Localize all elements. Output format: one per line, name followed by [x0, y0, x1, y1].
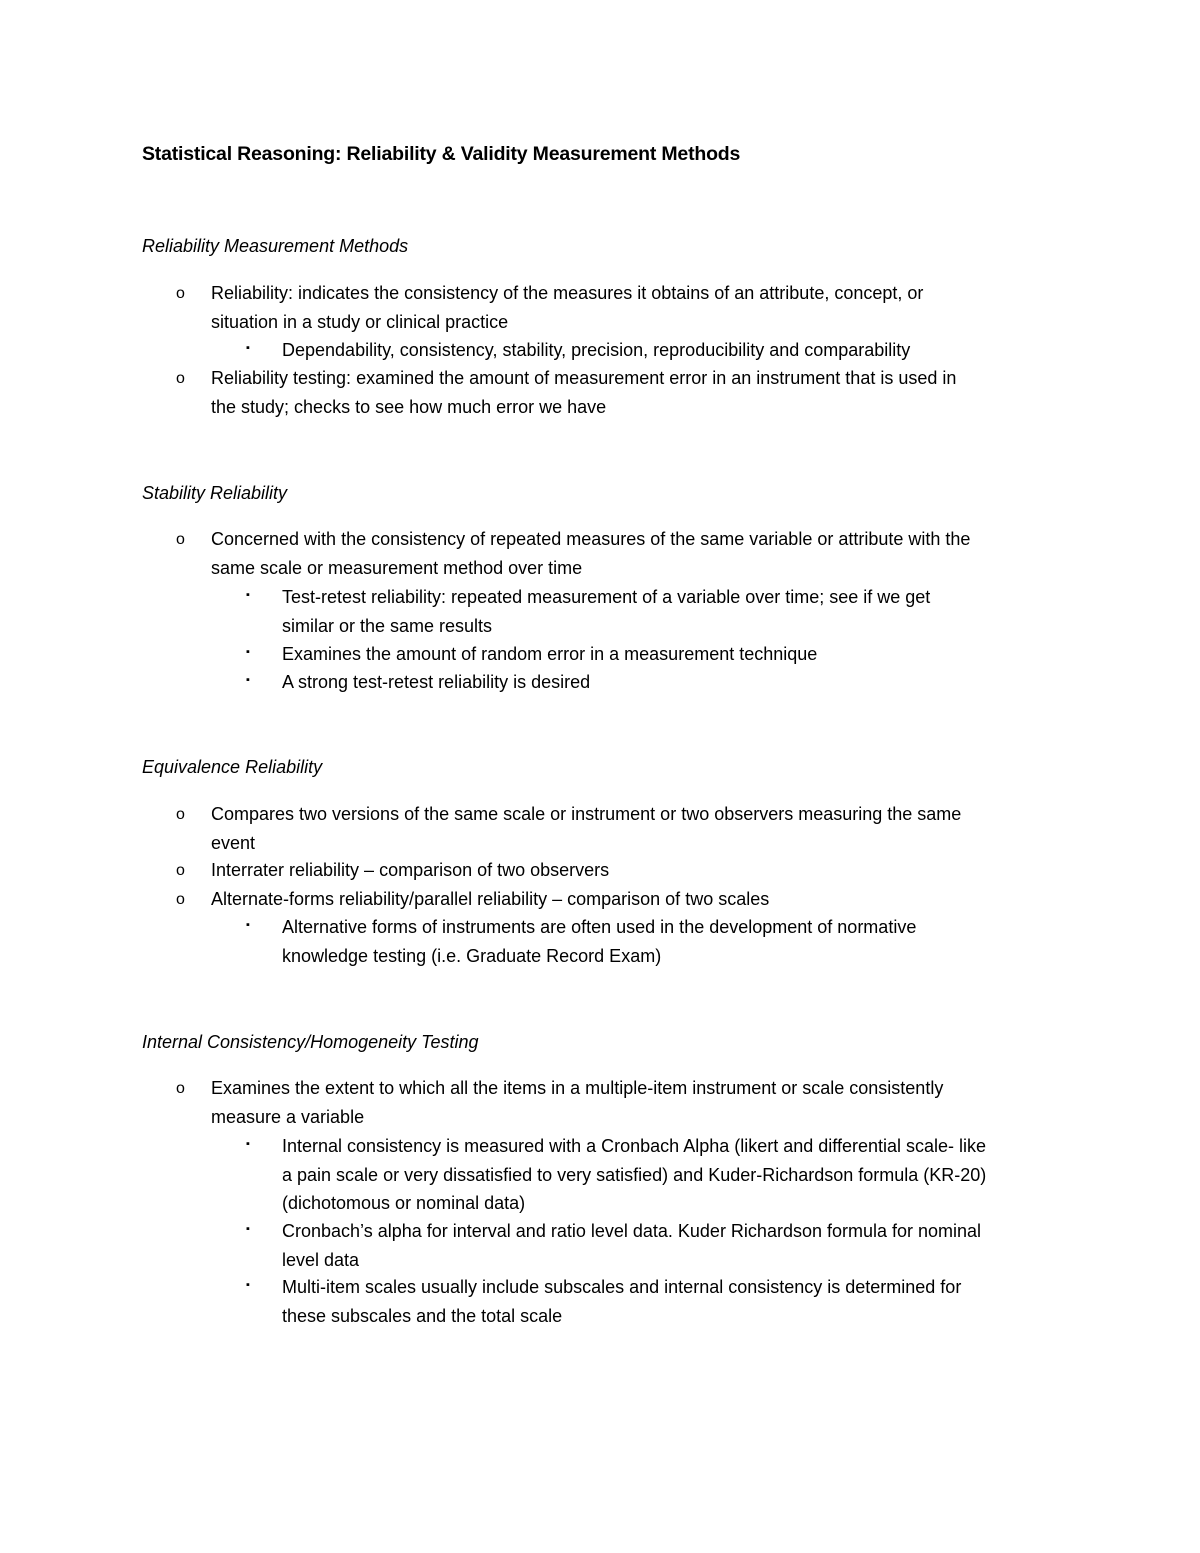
sub-list-item-line: similar or the same results — [282, 615, 493, 636]
list-item — [211, 1074, 1081, 1131]
bullet-marker: ▪ — [246, 674, 250, 686]
bullet-marker: o — [176, 862, 185, 879]
sub-list-item-line: A strong test-retest reliability is desired — [282, 672, 591, 692]
sub-list-item-line: Test-retest reliability: repeated measurement of a variable over time; see if we get — [282, 587, 931, 607]
sub-list-item — [282, 640, 1082, 669]
sub-list-item — [282, 1273, 1082, 1330]
list-item-line: the study; checks to see how much error we have — [211, 396, 607, 417]
sub-list-item-line: Examines the amount of random error in a measurement technique — [282, 644, 818, 664]
sub-list-item-line: Alternative forms of instruments are often used in the development of normative — [282, 917, 917, 937]
section-heading: Stability Reliability — [142, 483, 288, 503]
section-heading: Reliability Measurement Methods — [142, 236, 409, 256]
sub-list-item — [282, 336, 1082, 365]
sub-list-item — [282, 913, 1082, 970]
sub-list-item-line: these subscales and the total scale — [282, 1305, 563, 1326]
sub-list-item-line: a pain scale or very dissatisfied to very satisfied) and Kuder-Richardson formula (KR-20) — [282, 1164, 987, 1185]
list-item-line: Reliability: indicates the consistency of the measures it obtains of an attribute, concept, or — [211, 283, 924, 303]
bullet-marker: ▪ — [246, 589, 250, 601]
sub-list-item — [282, 1132, 1082, 1218]
sub-list-item-line: Cronbach’s alpha for interval and ratio level data. Kuder Richardson formula for nominal — [282, 1221, 982, 1241]
list-item-line: Concerned with the consistency of repeated measures of the same variable or attribute with the — [211, 529, 971, 549]
sub-list-item — [282, 583, 1082, 640]
list-item — [211, 525, 1081, 582]
list-item-line: Compares two versions of the same scale or instrument or two observers measuring the same — [211, 804, 962, 824]
list-item — [211, 279, 1081, 336]
section-heading: Equivalence Reliability — [142, 757, 323, 777]
bullet-marker: ▪ — [246, 919, 250, 931]
sub-list-item-line: Internal consistency is measured with a Cronbach Alpha (likert and differential scale- like — [282, 1136, 987, 1156]
bullet-marker: ▪ — [246, 342, 250, 354]
sub-list-item — [282, 1217, 1082, 1274]
bullet-marker: ▪ — [246, 1138, 250, 1150]
bullet-marker: o — [176, 891, 185, 908]
bullet-marker: o — [176, 531, 185, 548]
sub-list-item-line: Multi-item scales usually include subscales and internal consistency is determined for — [282, 1277, 962, 1297]
list-item — [211, 364, 1081, 421]
list-item — [211, 885, 1081, 914]
bullet-marker: ▪ — [246, 1279, 250, 1291]
list-item-line: Examines the extent to which all the items in a multiple-item instrument or scale consistently — [211, 1078, 944, 1098]
bullet-marker: ▪ — [246, 646, 250, 658]
sub-list-item — [282, 668, 1082, 697]
list-item-line: event — [211, 832, 256, 853]
list-item — [211, 856, 1081, 885]
bullet-marker: ▪ — [246, 1223, 250, 1235]
sub-list-item-line: level data — [282, 1249, 360, 1270]
section-heading: Internal Consistency/Homogeneity Testing — [142, 1032, 479, 1052]
list-item-line: Interrater reliability – comparison of two observers — [211, 860, 610, 880]
bullet-marker: o — [176, 806, 185, 823]
list-item-line: Reliability testing: examined the amount of measurement error in an instrument that is used in — [211, 368, 957, 388]
bullet-marker: o — [176, 370, 185, 387]
bullet-marker: o — [176, 285, 185, 302]
list-item — [211, 800, 1081, 857]
document-title: Statistical Reasoning: Reliability & Validity Measurement Methods — [142, 143, 741, 165]
sub-list-item-line: (dichotomous or nominal data) — [282, 1193, 526, 1213]
sub-list-item-line: knowledge testing (i.e. Graduate Record Exam) — [282, 945, 662, 966]
list-item-line: same scale or measurement method over time — [211, 557, 583, 578]
bullet-marker: o — [176, 1080, 185, 1097]
list-item-line: Alternate-forms reliability/parallel reliability – comparison of two scales — [211, 889, 770, 909]
list-item-line: measure a variable — [211, 1106, 365, 1127]
sub-list-item-line: Dependability, consistency, stability, precision, reproducibility and comparability — [282, 340, 911, 360]
list-item-line: situation in a study or clinical practice — [211, 311, 509, 332]
